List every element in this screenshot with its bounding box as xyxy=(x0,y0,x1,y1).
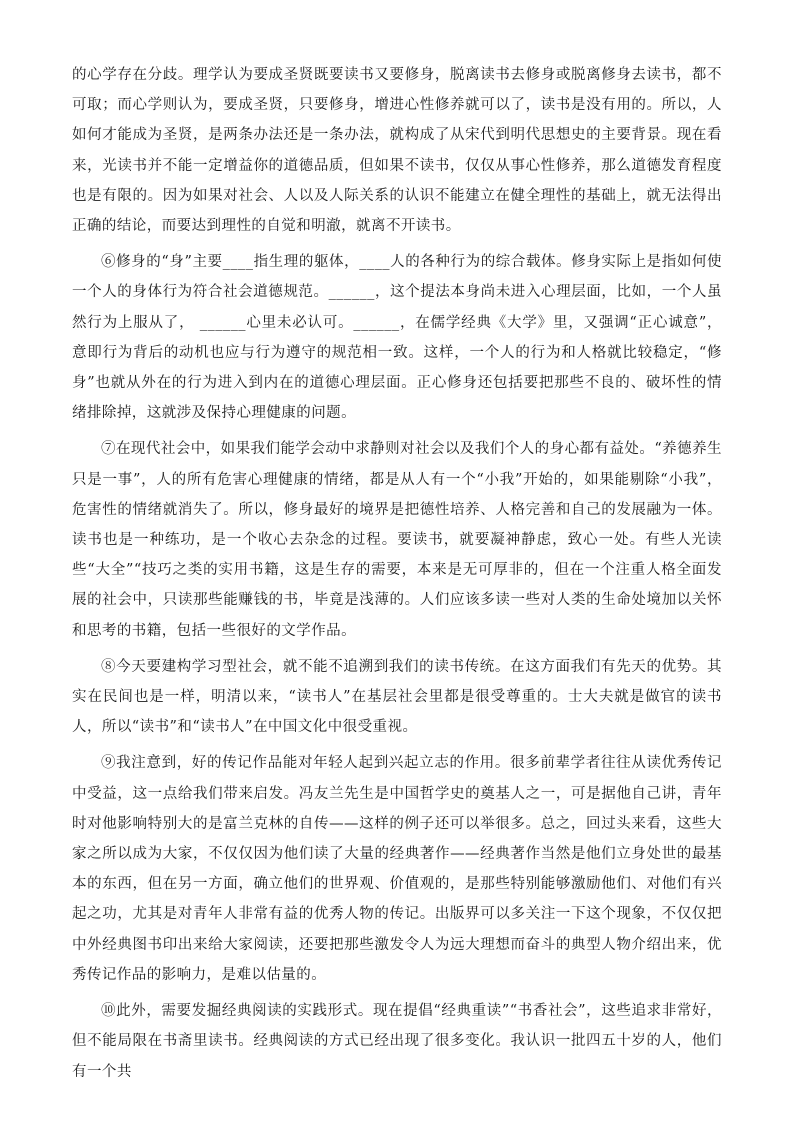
paragraph-7: ⑦在现代社会中，如果我们能学会动中求静则对社会以及我们个人的身心都有益处。“养德养生只是一事”，人的所有危害心理健康的情绪，都是从人有一个“小我”开始的，如果能剔除“小我”，危害性的情绪就消失了。所以，修身最好的境界是把德性培养、人格完善和自己的发展融为一体。读书也是一种练功，是一个收心去杂念的过程。要读书，就要凝神静虑，致心一处。有些人光读些“大全”“技巧之类的实用书籍，这是生存的需要，本来是无可厚非的，但在一个注重人格全面发展的社会中，只读那些能赚钱的书，毕竟是浅薄的。人们应该多读一些对人类的生命处境加以关怀和思考的书籍，包括一些很好的文学作品。 xyxy=(72,441,722,639)
paragraph-9: ⑨我注意到，好的传记作品能对年轻人起到兴起立志的作用。很多前辈学者往往从读优秀传记中受益，这一点给我们带来启发。冯友兰先生是中国哲学史的奠基人之一，可是据他自己讲，青年时对他影响特别大的是富兰克林的自传——这样的例子还可以举很多。总之，回过头来看，这些大家之所以成为大家，不仅仅因为他们读了大量的经典著作——经典著作当然是他们立身处世的最基本的东西，但在另一方面，确立他们的世界观、价值观的，是那些特别能够激励他们、对他们有兴起之功，尤其是对青年人非常有益的优秀人物的传记。出版界可以多关注一下这个现象，不仅仅把中外经典图书印出来给大家阅读，还要把那些激发令人为远大理想而奋斗的典型人物介绍出来，优秀传记作品的影响力，是难以估量的。 xyxy=(72,755,722,983)
paragraph-10: ⑩此外，需要发掘经典阅读的实践形式。现在提倡“经典重读”“书香社会”，这些追求非常好，但不能局限在书斋里读书。经典阅读的方式已经出现了很多变化。我认识一批四五十岁的人，他们有一个共 xyxy=(72,1003,722,1080)
paragraph-6: ⑥修身的“身”主要____指生理的躯体，____人的各种行为的综合载体。修身实际上是指如何使一个人的身体行为符合社会道德规范。______，这个提法本身尚未进入心理层面，比如，一个人虽然行为上服从了， ______心里未必认可。______，在儒学经典《大学》里，又强调“正心诚意”，意即行为背后的动机也应与行为遵守的规范相一致。这样，一个人的行为和人格就比较稳定，“修身”也就从外在的行为进入到内在的道德心理层面。正心修身还包括要把那些不良的、破坏性的情绪排除掉，这就涉及保持心理健康的问题。 xyxy=(72,254,722,422)
paragraph-8: ⑧今天要建构学习型社会，就不能不追溯到我们的读书传统。在这方面我们有先天的优势。其实在民间也是一样，明清以来，“读书人”在基层社会里都是很受尊重的。士大夫就是做官的读书人，所以“读书”和“读书人”在中国文化中很受重视。 xyxy=(72,658,722,736)
document-page xyxy=(72,60,722,1087)
paragraph-continuation: 的心学存在分歧。理学认为要成圣贤既要读书又要修身，脱离读书去修身或脱离修身去读书，都不可取；而心学则认为，要成圣贤，只要修身，增进心性修养就可以了，读书是没有用的。所以，人如何才能成为圣贤，是两条办法还是一条办法，就构成了从宋代到明代思想史的主要背景。现在看来，光读书并不能一定增益你的道德品质，但如果不读书，仅仅从事心性修养，那么道德发育程度也是有限的。因为如果对社会、人以及人际关系的认识不能建立在健全理性的基础上，就无法得出正确的结论，而要达到理性的自觉和明澈，就离不开读书。 xyxy=(72,67,722,235)
